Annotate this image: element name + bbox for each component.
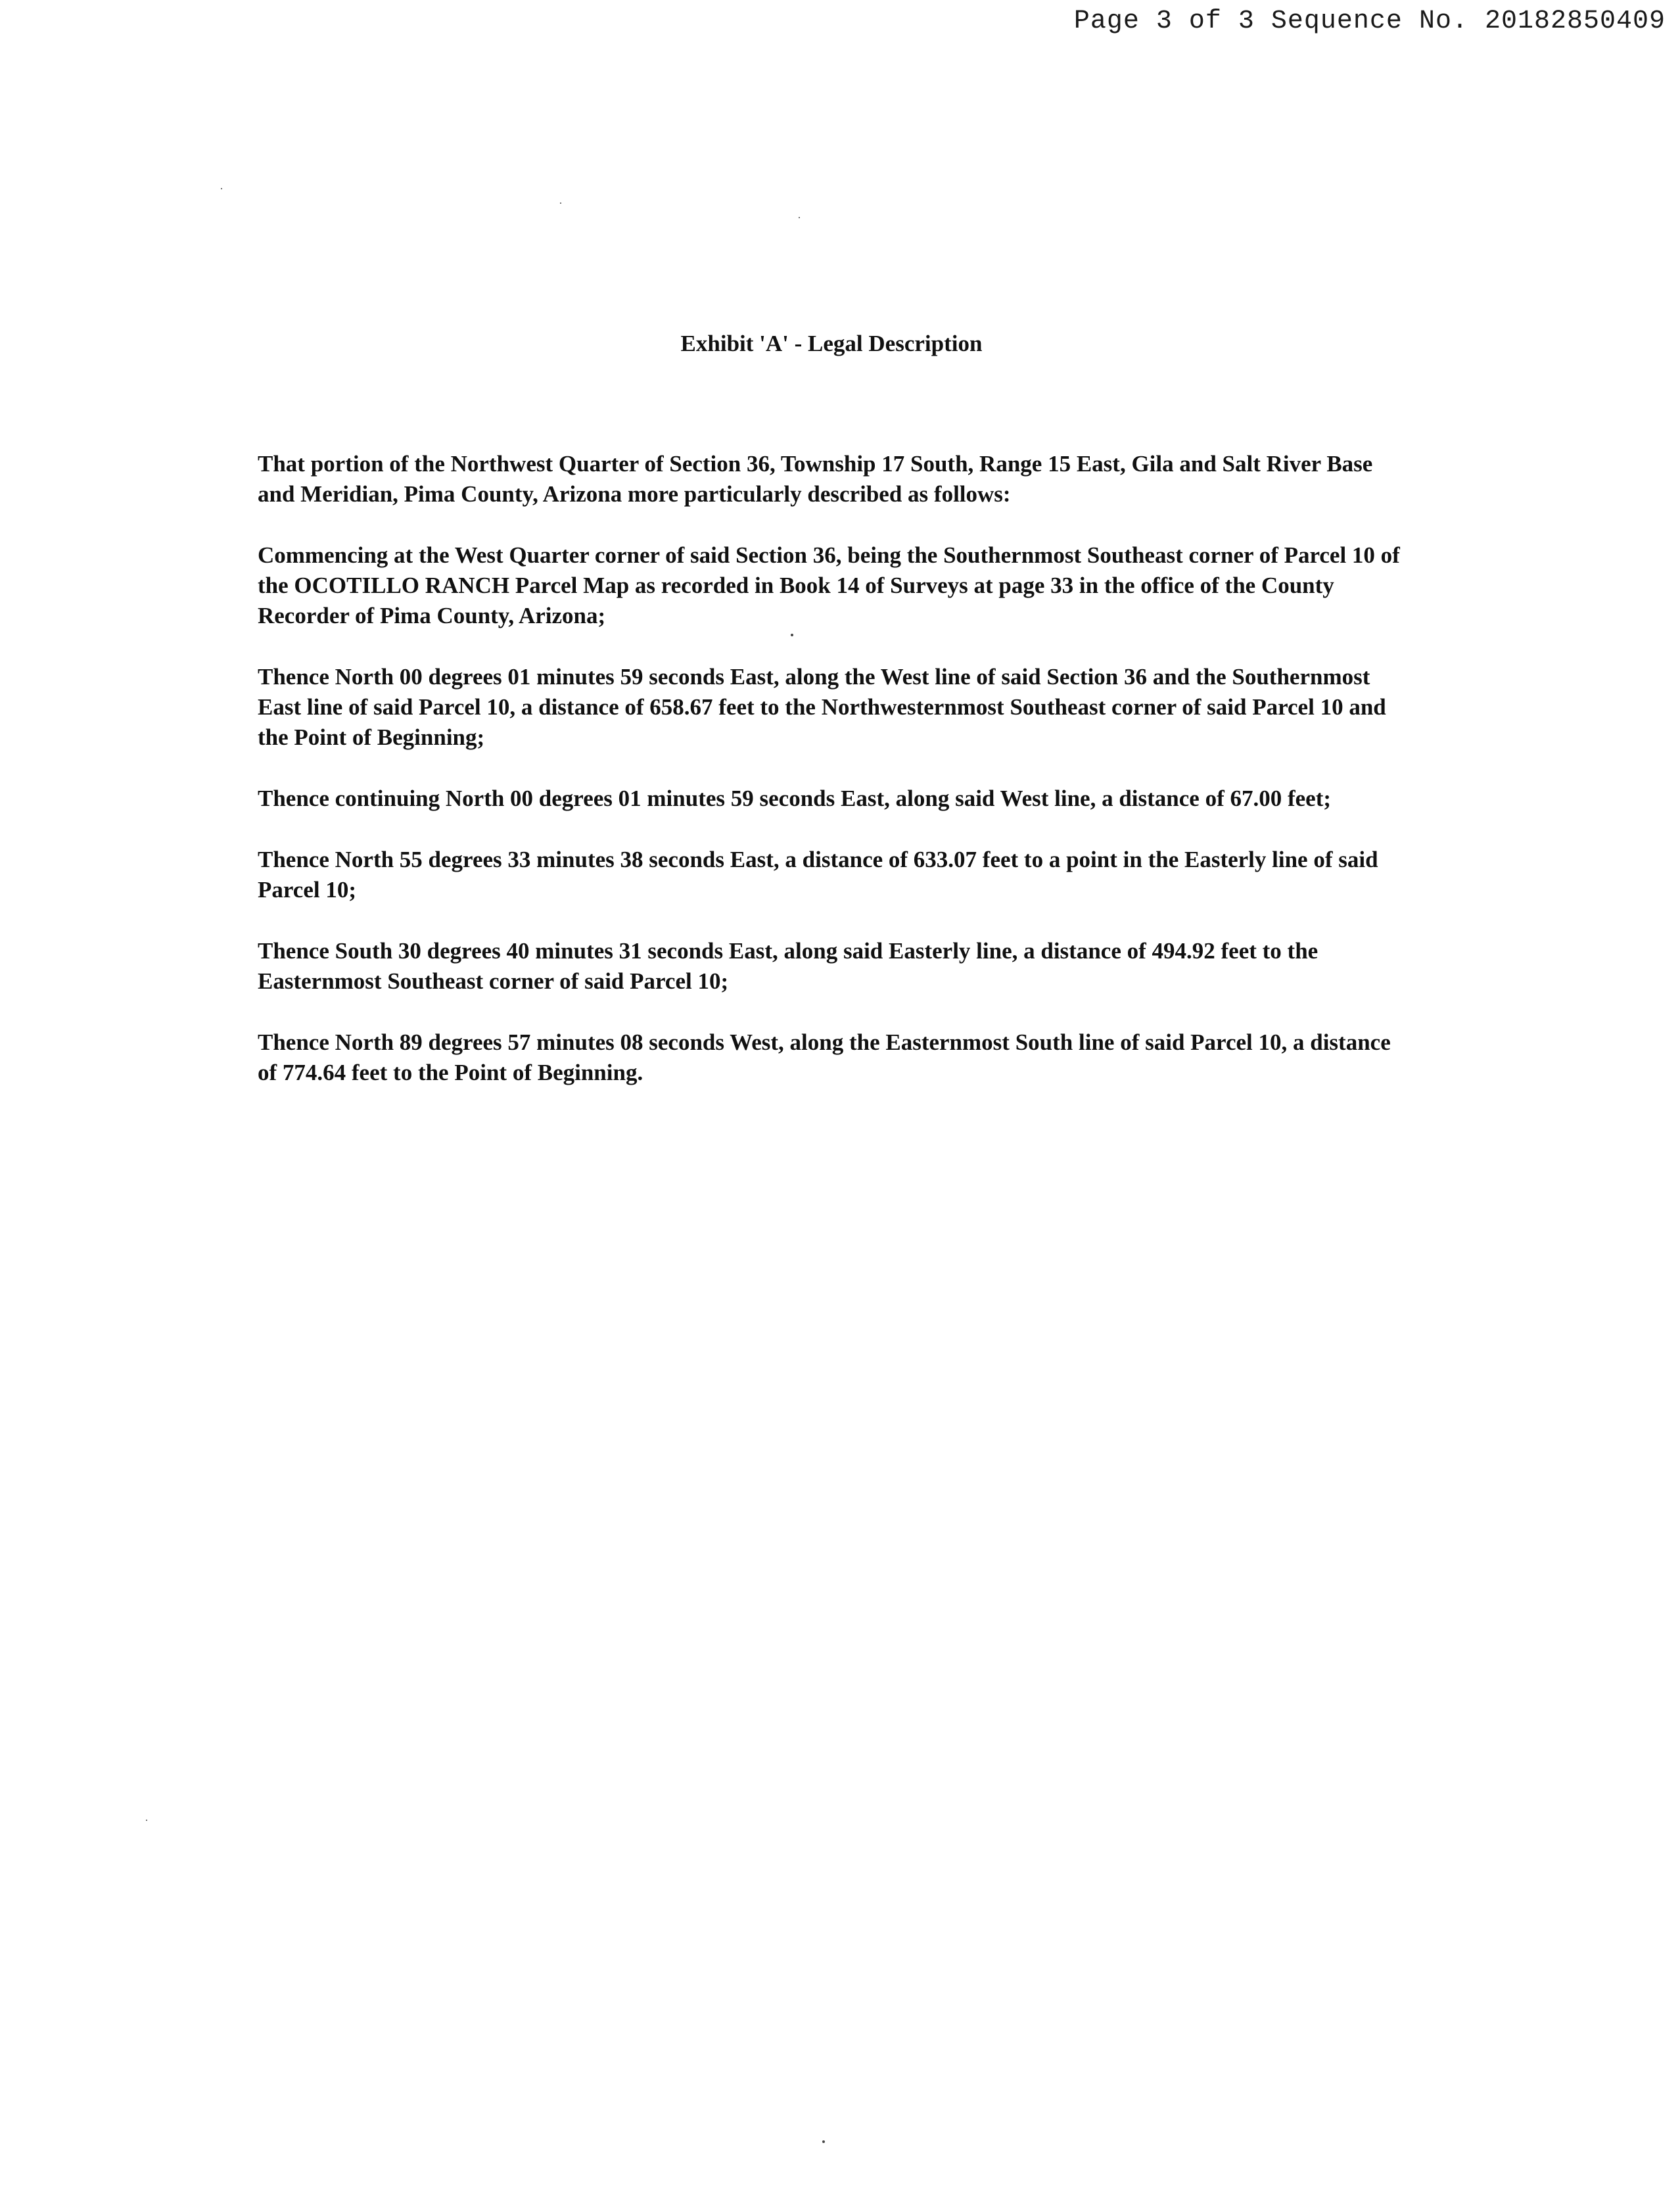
- paragraph-commencing: Commencing at the West Quarter corner of said Section 36, being the Southernmost Southeast corner of Parcel 10 of the OCOTILLO RANCH Parcel Map as recorded in Book 14 of Surveys at page 33 in the office of the County Recorder of Pima County, Arizona;: [258, 542, 1400, 628]
- scan-speck: [560, 202, 561, 204]
- page-sequence-header: Page 3 of 3 Sequence No. 20182850409: [1073, 7, 1666, 36]
- scan-speck: [791, 634, 793, 636]
- document-title: Exhibit 'A' - Legal Description: [680, 331, 983, 356]
- scan-speck: [799, 217, 800, 218]
- paragraph-course-3: Thence North 55 degrees 33 minutes 38 seconds East, a distance of 633.07 feet to a point in the Easterly line of said Parcel 10;: [258, 847, 1378, 903]
- legal-description-body: [258, 449, 1401, 1119]
- scan-speck: [221, 188, 222, 189]
- paragraph-intro: That portion of the Northwest Quarter of Section 36, Township 17 South, Range 15 East, Gila and Salt River Base and Meridian, Pima County, Arizona more particularly described as follows:: [258, 451, 1373, 507]
- paragraph-course-1: Thence North 00 degrees 01 minutes 59 seconds East, along the West line of said Section 36 and the Southernmost East line of said Parcel 10, a distance of 658.67 feet to the Northwesternmost Southeast corner of said Parcel 10 and the Point of Beginning;: [258, 664, 1386, 750]
- paragraph-course-2: Thence continuing North 00 degrees 01 minutes 59 seconds East, along said West line, a distance of 67.00 feet;: [258, 786, 1332, 811]
- paragraph-course-5: Thence North 89 degrees 57 minutes 08 seconds West, along the Easternmost South line of said Parcel 10, a distance of 774.64 feet to the Point of Beginning.: [258, 1029, 1391, 1085]
- paragraph-course-4: Thence South 30 degrees 40 minutes 31 seconds East, along said Easterly line, a distance of 494.92 feet to the Easternmost Southeast corner of said Parcel 10;: [258, 938, 1318, 994]
- scan-speck: [822, 2140, 825, 2143]
- scan-speck: [146, 1820, 147, 1821]
